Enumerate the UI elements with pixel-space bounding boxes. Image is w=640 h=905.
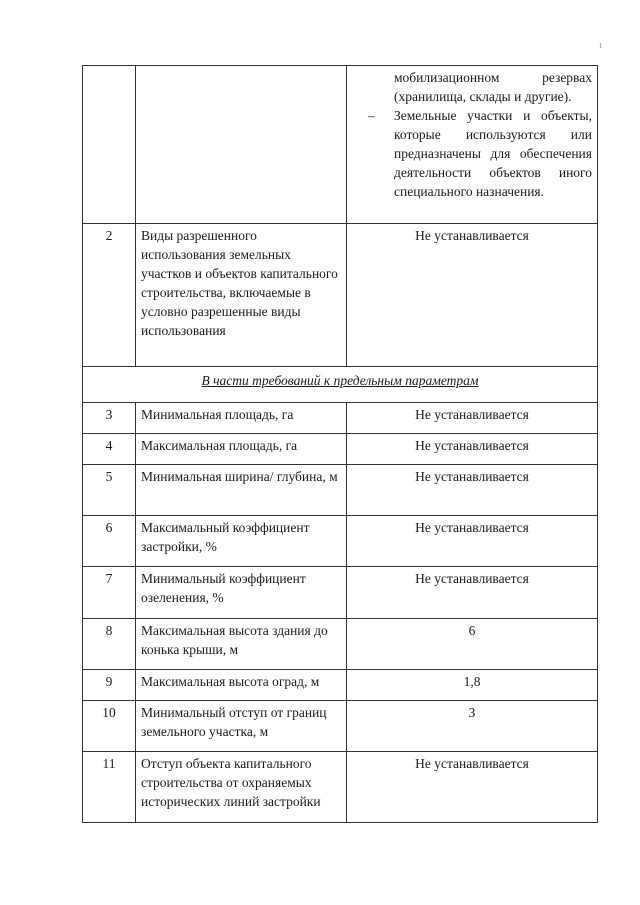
section-title: В части требований к предельным параметрам xyxy=(83,367,598,403)
table-row xyxy=(83,224,598,367)
row-name: Максимальная площадь, га xyxy=(136,434,347,465)
row-name: Максимальная высота здания до конька крыши, м xyxy=(136,619,347,670)
table-row xyxy=(83,701,598,752)
row-value: 3 xyxy=(347,701,598,752)
row-number: 2 xyxy=(83,224,136,367)
row-name: Минимальный отступ от границ земельного участка, м xyxy=(136,701,347,752)
row-name: Минимальный коэффициент озеленения, % xyxy=(136,567,347,619)
row-name: Виды разрешенного использования земельных участков и объектов капитального строительства, включаемые в условно разрешенные виды использования xyxy=(136,224,347,367)
table-row-continuation xyxy=(83,66,598,224)
row-name: Отступ объекта капитального строительства от охраняемых исторических линий застройки xyxy=(136,752,347,823)
table-row xyxy=(83,670,598,701)
table-row xyxy=(83,516,598,567)
row-value: Не устанавливается xyxy=(347,516,598,567)
row-number: 8 xyxy=(83,619,136,670)
table-row xyxy=(83,465,598,516)
cell-value xyxy=(347,66,598,224)
row-name: Максимальный коэффициент застройки, % xyxy=(136,516,347,567)
row-number: 7 xyxy=(83,567,136,619)
table-row xyxy=(83,619,598,670)
row-number: 10 xyxy=(83,701,136,752)
row-number: 6 xyxy=(83,516,136,567)
regulations-table xyxy=(82,65,598,823)
row-value: 6 xyxy=(347,619,598,670)
page-mark: ı xyxy=(599,40,602,51)
table-row xyxy=(83,403,598,434)
row-value: Не устанавливается xyxy=(347,465,598,516)
row-name: Минимальная площадь, га xyxy=(136,403,347,434)
continuation-list xyxy=(352,68,592,201)
table-row xyxy=(83,752,598,823)
row-number: 3 xyxy=(83,403,136,434)
row-number: 5 xyxy=(83,465,136,516)
row-value: Не устанавливается xyxy=(347,434,598,465)
row-number: 4 xyxy=(83,434,136,465)
row-value: 1,8 xyxy=(347,670,598,701)
row-value: Не устанавливается xyxy=(347,403,598,434)
row-value: Не устанавливается xyxy=(347,752,598,823)
section-header-row xyxy=(83,367,598,403)
row-value: Не устанавливается xyxy=(347,224,598,367)
list-item: мобилизационном резервах (хранилища, склады и другие). xyxy=(394,70,592,104)
row-number: 9 xyxy=(83,670,136,701)
row-name: Минимальная ширина/ глубина, м xyxy=(136,465,347,516)
table-row xyxy=(83,434,598,465)
cell-name xyxy=(136,66,347,224)
row-value: Не устанавливается xyxy=(347,567,598,619)
table-row xyxy=(83,567,598,619)
row-name: Максимальная высота оград, м xyxy=(136,670,347,701)
cell-num xyxy=(83,66,136,224)
list-item: – Земельные участки и объекты, которые используются или предназначены для обеспечения деятельности объектов иного специального назначения. xyxy=(356,106,592,201)
row-number: 11 xyxy=(83,752,136,823)
